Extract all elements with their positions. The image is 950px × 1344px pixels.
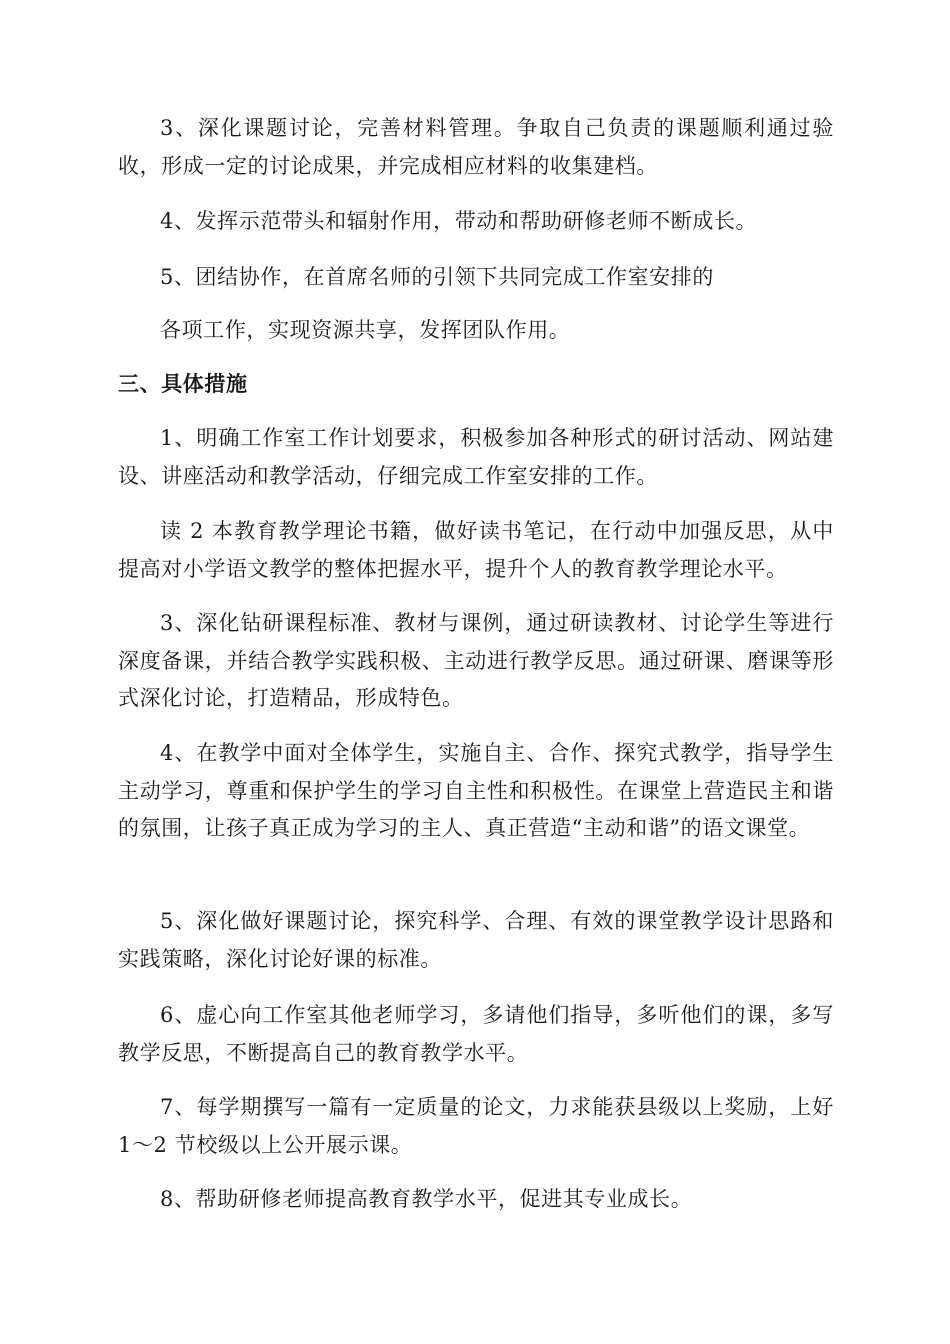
measure-4: 4、在教学中面对全体学生，实施自主、合作、探究式教学，指导学生主动学习，尊重和保护学生的学习自主性和积极性。在课堂上营造民主和谐的氛围，让孩子真正成为学习的主人、真正营造“主动和谐”的语文课堂。 xyxy=(118,741,834,840)
measure-5: 5、深化做好课题讨论，探究科学、合理、有效的课堂教学设计思路和实践策略，深化讨论好课的标准。 xyxy=(118,909,834,971)
paragraph-goal-5: 5、团结协作，在首席名师的引领下共同完成工作室安排的 xyxy=(160,265,714,289)
paragraph-goal-5-continued: 各项工作，实现资源共享，发挥团队作用。 xyxy=(160,318,571,342)
measure-3: 3、深化钻研课程标准、教材与课例，通过研读教材、讨论学生等进行深度备课，并结合教学实践积极、主动进行教学反思。通过研课、磨课等形式深化讨论，打造精品，形成特色。 xyxy=(118,611,834,710)
measure-7: 7、每学期撰写一篇有一定质量的论文，力求能获县级以上奖励，上好 1～2 节校级以上公开展示课。 xyxy=(118,1095,834,1157)
measure-6: 6、虚心向工作室其他老师学习，多请他们指导，多听他们的课，多写教学反思，不断提高自己的教育教学水平。 xyxy=(118,1003,834,1065)
measure-1: 1、明确工作室工作计划要求，积极参加各种形式的研讨活动、网站建设、讲座活动和教学活动，仔细完成工作室安排的工作。 xyxy=(118,426,834,488)
paragraph-goal-3: 3、深化课题讨论，完善材料管理。争取自己负责的课题顺利通过验收，形成一定的讨论成果，并完成相应材料的收集建档。 xyxy=(118,116,834,178)
section-heading: 三、具体措施 xyxy=(118,372,248,396)
measure-8: 8、帮助研修老师提高教育教学水平，促进其专业成长。 xyxy=(160,1187,693,1211)
paragraph-goal-4: 4、发挥示范带头和辐射作用，带动和帮助研修老师不断成长。 xyxy=(160,209,758,233)
measure-2: 读 2 本教育教学理论书籍，做好读书笔记，在行动中加强反思，从中提高对小学语文教学的整体把握水平，提升个人的教育教学理论水平。 xyxy=(118,519,834,581)
